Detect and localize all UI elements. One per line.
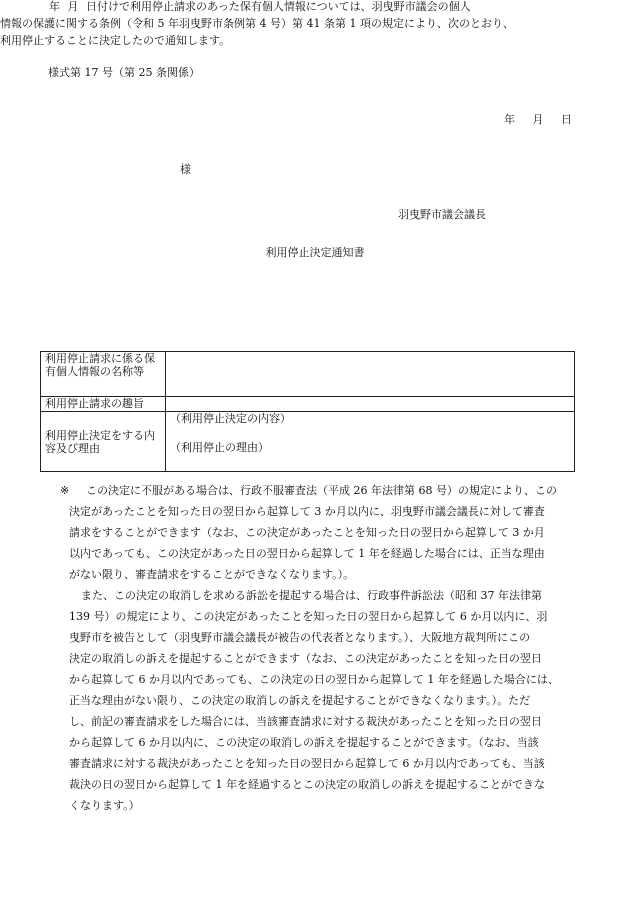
appeal-notes: [60, 484, 580, 820]
note-line: 139 号）の規定により、この決定があったことを知った日の翌日から起算して 6 か月以内に、羽: [69, 610, 548, 623]
row2-label: 利用停止請求の趣旨: [41, 397, 166, 412]
note-text: この決定に不服がある場合は、行政不服審査法（平成 26 年法律第 68 号）の規定により、この: [86, 484, 557, 497]
note-line: 審査請求に対する裁決があったことを知った日の翌日から起算して 6 か月以内であっても、当該: [69, 757, 545, 770]
intro-line: 年 月 日付けで利用停止請求のあった保有個人情報については、羽曳野市議会の個人: [49, 0, 471, 13]
table-row: [41, 352, 575, 397]
note-line: [60, 484, 580, 505]
note-line: 請求をすることができます（なお、この決定があったことを知った日の翌日から起算して 3 か月: [69, 526, 545, 539]
note-line: 正当な理由がない限り、この決定の取消しの訴えを提起することができなくなります。）。ただ: [69, 694, 531, 707]
table-row: [41, 397, 575, 412]
document-title: 利用停止決定通知書: [265, 246, 365, 259]
intro-line: 情報の保護に関する条例（令和 5 年羽曳野市条例第 4 号）第 41 条第 1 項の規定により、次のとおり、: [0, 17, 514, 30]
intro-line: 利用停止することに決定したので通知します。: [0, 34, 231, 47]
row3-value-cell: [166, 412, 575, 472]
note-line: 裁決の日の翌日から起算して 1 年を経過するとこの決定の取消しの訴えを提起することができな: [69, 778, 545, 791]
info-table: [40, 351, 575, 472]
note-line: がない限り、審査請求をすることができなくなります。）。: [69, 568, 355, 581]
note-line: 決定の取消しの訴えを提起することができます（なお、この決定があったことを知った日の翌日: [69, 652, 542, 665]
note-line: から起算して 6 か月以内に、この決定の取消しの訴えを提起することができます。（なお、当該: [69, 736, 539, 749]
date-line: 年 月 日: [504, 113, 572, 126]
row1-value-cell: [166, 352, 575, 397]
row2-value-cell: [166, 397, 575, 412]
note-line: し、前記の審査請求をした場合には、当該審査請求に対する裁決があったことを知った日の翌日: [69, 715, 542, 728]
addressee-honorific: 様: [180, 163, 191, 176]
note-line: 決定があったことを知った日の翌日から起算して 3 か月以内に、羽曳野市議会議長に対して審査: [69, 505, 545, 518]
row3-label: 利用停止決定をする内容及び理由: [41, 412, 166, 472]
row1-label: 利用停止請求に係る保有個人情報の名称等: [41, 352, 166, 397]
note-line: また、この決定の取消しを求める訴訟を提起する場合は、行政事件訴訟法（昭和 37 年法律第: [81, 589, 542, 602]
table-row: [41, 412, 575, 472]
intro-paragraph: [0, 0, 545, 51]
decision-content-label: （利用停止決定の内容）: [170, 412, 291, 425]
sender-title: 羽曳野市議会議長: [398, 208, 486, 221]
note-line: 曳野市を被告として（羽曳野市議会議長が被告の代表者となります。）、大阪地方裁判所にこの: [69, 631, 531, 644]
note-mark: ※: [60, 484, 70, 497]
note-line: くなります。）: [69, 799, 140, 812]
form-number: 様式第 17 号（第 25 条関係）: [48, 66, 200, 79]
decision-reason-label: （利用停止の理由）: [170, 441, 269, 454]
note-line: から起算して 6 か月以内であっても、この決定の日の翌日から起算して 1 年を経過した場合には、: [69, 673, 559, 686]
note-line: 以内であっても、この決定があった日の翌日から起算して 1 年を経過した場合には、正当な理由: [69, 547, 545, 560]
